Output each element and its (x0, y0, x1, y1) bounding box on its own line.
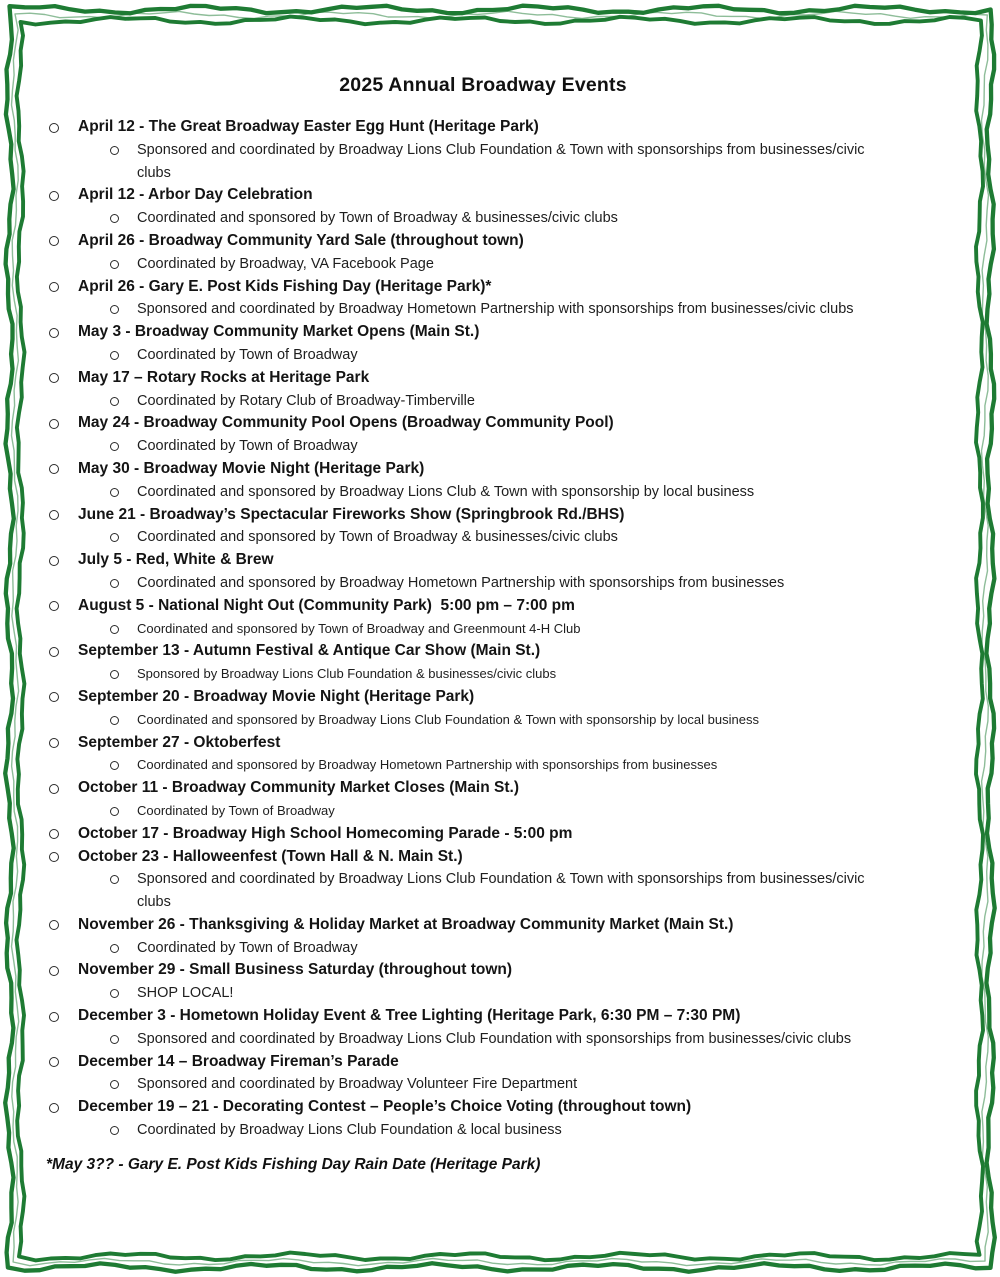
event-title: May 24 - Broadway Community Pool Opens (Broadway Community Pool) (78, 414, 614, 432)
event-item (46, 184, 870, 230)
event-detail: Coordinated and sponsored by Broadway Lions Club & Town with sponsorship by local business (137, 483, 755, 500)
event-detail-row (110, 754, 870, 777)
page-title: 2025 Annual Broadway Events (339, 74, 627, 96)
event-detail: Coordinated by Town of Broadway (137, 438, 358, 455)
circle-bullet-icon (110, 1080, 119, 1089)
circle-bullet-icon (49, 784, 59, 794)
circle-bullet-icon (49, 373, 59, 383)
event-item (46, 823, 870, 846)
event-item (46, 458, 870, 504)
circle-bullet-icon (110, 442, 119, 451)
event-detail: SHOP LOCAL! (137, 985, 234, 1002)
event-detail-row (110, 207, 870, 230)
event-item (46, 116, 870, 184)
event-heading-row (46, 276, 870, 299)
event-detail-row (110, 709, 870, 732)
event-detail-row (110, 618, 870, 641)
circle-bullet-icon (110, 305, 119, 314)
event-title: July 5 - Red, White & Brew (78, 551, 274, 569)
circle-bullet-icon (49, 692, 59, 702)
event-heading-row (46, 959, 870, 982)
event-title: October 11 - Broadway Community Market Closes (Main St.) (78, 779, 519, 797)
circle-bullet-icon (49, 1012, 59, 1022)
event-title: September 27 - Oktoberfest (78, 733, 281, 751)
event-heading-row (46, 230, 870, 253)
circle-bullet-icon (49, 738, 59, 748)
event-detail-row (110, 1073, 870, 1096)
event-list (46, 116, 870, 1142)
event-detail: Sponsored and coordinated by Broadway Lions Club Foundation with sponsorships from businesses/civic clubs (137, 1030, 852, 1047)
event-item (46, 1051, 870, 1097)
event-detail-row (110, 526, 870, 549)
event-detail: Coordinated and sponsored by Broadway Hometown Partnership with sponsorships from businesses (137, 574, 785, 591)
event-heading-row (46, 846, 870, 869)
event-heading-row (46, 504, 870, 527)
event-title: December 19 – 21 - Decorating Contest – People’s Choice Voting (throughout town) (78, 1098, 692, 1116)
event-detail: Coordinated and sponsored by Town of Broadway and Greenmount 4-H Club (137, 620, 581, 636)
flyer-content (46, 74, 870, 1174)
event-heading-row (46, 458, 870, 481)
event-detail: Coordinated and sponsored by Broadway Lions Club Foundation & Town with sponsorship by local business (137, 711, 759, 727)
event-item (46, 412, 870, 458)
event-title: April 12 - The Great Broadway Easter Egg Hunt (Heritage Park) (78, 118, 539, 135)
event-title: April 26 - Gary E. Post Kids Fishing Day (Heritage Park)* (78, 277, 492, 295)
event-item (46, 230, 870, 276)
event-detail-row (110, 344, 870, 367)
event-detail: Coordinated by Town of Broadway (137, 802, 335, 818)
event-detail-row (110, 982, 870, 1005)
event-item (46, 595, 870, 641)
circle-bullet-icon (110, 944, 119, 953)
circle-bullet-icon (110, 488, 119, 497)
event-item (46, 1096, 870, 1142)
circle-bullet-icon (110, 875, 119, 884)
event-title: October 17 - Broadway High School Homecoming Parade - 5:00 pm (78, 824, 573, 842)
event-detail-row (110, 435, 870, 458)
circle-bullet-icon (49, 1057, 59, 1067)
event-title: October 23 - Halloweenfest (Town Hall & N. Main St.) (78, 847, 463, 865)
circle-bullet-icon (49, 1103, 59, 1113)
event-title: May 17 – Rotary Rocks at Heritage Park (78, 368, 370, 386)
event-title: April 26 - Broadway Community Yard Sale (throughout town) (78, 231, 524, 249)
event-item (46, 504, 870, 550)
circle-bullet-icon (49, 419, 59, 429)
event-heading-row (46, 914, 870, 937)
event-title: April 12 - Arbor Day Celebration (78, 186, 313, 204)
event-heading-row (46, 1096, 870, 1119)
circle-bullet-icon (49, 282, 59, 292)
event-detail: Coordinated by Town of Broadway (137, 346, 358, 363)
circle-bullet-icon (110, 397, 119, 406)
circle-bullet-icon (110, 260, 119, 269)
event-detail: Coordinated and sponsored by Town of Broadway & businesses/civic clubs (137, 210, 618, 227)
circle-bullet-icon (110, 625, 119, 634)
event-detail: Sponsored and coordinated by Broadway Lions Club Foundation & Town with sponsorships from businesses/civic clubs (137, 871, 865, 911)
circle-bullet-icon (49, 556, 59, 566)
event-detail-row (110, 1119, 870, 1142)
event-item (46, 276, 870, 322)
event-detail-row (110, 139, 870, 185)
event-detail: Coordinated by Broadway Lions Club Foundation & local business (137, 1122, 562, 1139)
event-heading-row (46, 777, 870, 800)
event-title: June 21 - Broadway’s Spectacular Fireworks Show (Springbrook Rd./BHS) (78, 505, 625, 523)
event-detail: Coordinated by Town of Broadway (137, 939, 358, 956)
event-detail: Coordinated by Rotary Club of Broadway-Timberville (137, 392, 475, 409)
event-heading-row (46, 412, 870, 435)
circle-bullet-icon (110, 351, 119, 360)
event-item (46, 549, 870, 595)
event-heading-row (46, 640, 870, 663)
circle-bullet-icon (110, 533, 119, 542)
event-detail: Coordinated and sponsored by Broadway Hometown Partnership with sponsorships from businesses (137, 757, 718, 773)
event-detail-row (110, 390, 870, 413)
event-title: December 3 - Hometown Holiday Event & Tree Lighting (Heritage Park, 6:30 PM – 7:30 PM) (78, 1007, 741, 1025)
circle-bullet-icon (49, 328, 59, 338)
circle-bullet-icon (49, 464, 59, 474)
circle-bullet-icon (49, 601, 59, 611)
event-detail-row (110, 937, 870, 960)
circle-bullet-icon (110, 1035, 119, 1044)
circle-bullet-icon (110, 716, 119, 725)
circle-bullet-icon (49, 510, 59, 520)
circle-bullet-icon (49, 966, 59, 976)
event-item (46, 914, 870, 960)
event-item (46, 777, 870, 823)
circle-bullet-icon (110, 579, 119, 588)
event-item (46, 846, 870, 914)
event-heading-row (46, 823, 870, 846)
event-heading-row (46, 184, 870, 207)
circle-bullet-icon (49, 191, 59, 201)
circle-bullet-icon (110, 761, 119, 770)
event-heading-row (46, 595, 870, 618)
event-title: May 3 - Broadway Community Market Opens (Main St.) (78, 323, 480, 341)
event-detail: Sponsored by Broadway Lions Club Foundation & businesses/civic clubs (137, 666, 557, 682)
event-detail: Sponsored and coordinated by Broadway Lions Club Foundation & Town with sponsorships from businesses/civic clubs (137, 141, 865, 181)
circle-bullet-icon (110, 146, 119, 155)
circle-bullet-icon (110, 1126, 119, 1135)
circle-bullet-icon (49, 852, 59, 862)
event-title: September 13 - Autumn Festival & Antique Car Show (Main St.) (78, 642, 541, 660)
event-title: November 29 - Small Business Saturday (throughout town) (78, 961, 513, 979)
circle-bullet-icon (49, 920, 59, 930)
event-detail-row (110, 663, 870, 686)
event-title: September 20 - Broadway Movie Night (Heritage Park) (78, 687, 475, 705)
event-detail-row (110, 572, 870, 595)
event-title: May 30 - Broadway Movie Night (Heritage Park) (78, 459, 425, 477)
event-item (46, 640, 870, 686)
event-detail-row (110, 868, 870, 914)
event-item (46, 732, 870, 778)
rain-date-footnote: *May 3?? - Gary E. Post Kids Fishing Day Rain Date (Heritage Park) (46, 1155, 541, 1173)
event-detail: Coordinated and sponsored by Town of Broadway & businesses/civic clubs (137, 529, 618, 546)
event-detail: Coordinated by Broadway, VA Facebook Page (137, 255, 434, 272)
circle-bullet-icon (49, 647, 59, 657)
event-detail-row (110, 298, 870, 321)
circle-bullet-icon (110, 670, 119, 679)
circle-bullet-icon (110, 989, 119, 998)
event-heading-row (46, 1051, 870, 1074)
circle-bullet-icon (49, 829, 59, 839)
event-detail: Sponsored and coordinated by Broadway Hometown Partnership with sponsorships from businesses/civic clubs (137, 301, 854, 318)
event-item (46, 959, 870, 1005)
circle-bullet-icon (110, 214, 119, 223)
event-detail-row (110, 1028, 870, 1051)
event-item (46, 321, 870, 367)
event-heading-row (46, 116, 870, 139)
event-heading-row (46, 367, 870, 390)
event-detail-row (110, 481, 870, 504)
event-heading-row (46, 686, 870, 709)
event-item (46, 686, 870, 732)
event-item (46, 367, 870, 413)
circle-bullet-icon (49, 123, 59, 133)
event-title: November 26 - Thanksgiving & Holiday Market at Broadway Community Market (Main St.) (78, 915, 734, 933)
event-item (46, 1005, 870, 1051)
circle-bullet-icon (49, 236, 59, 246)
event-title: August 5 - National Night Out (Community Park) 5:00 pm – 7:00 pm (78, 596, 575, 614)
event-detail-row (110, 253, 870, 276)
event-heading-row (46, 1005, 870, 1028)
circle-bullet-icon (110, 807, 119, 816)
event-heading-row (46, 549, 870, 572)
event-heading-row (46, 732, 870, 755)
event-detail: Sponsored and coordinated by Broadway Volunteer Fire Department (137, 1076, 578, 1093)
event-detail-row (110, 800, 870, 823)
event-title: December 14 – Broadway Fireman’s Parade (78, 1052, 399, 1070)
event-heading-row (46, 321, 870, 344)
